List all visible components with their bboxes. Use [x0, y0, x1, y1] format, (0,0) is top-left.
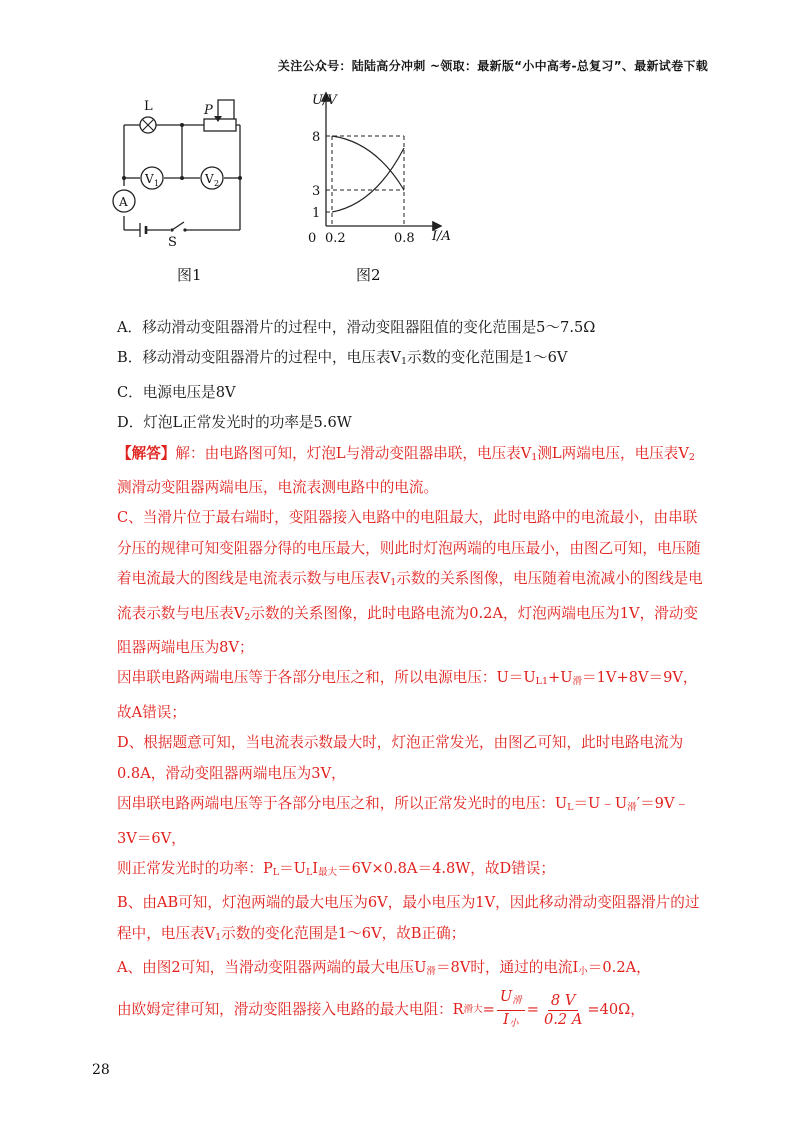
x-tick-0.2: 0.2	[325, 231, 346, 246]
x-tick-0: 0	[308, 231, 317, 246]
fraction-u-over-i: $\frac{U_滑}{I_小}$	[497, 988, 525, 1033]
label-lamp: L	[144, 99, 153, 114]
answer-paragraph-6: 则正常发光时的功率：$P_L=U_LI_{最大}=6V\times 0.8A=4.8W$，故D错误；	[117, 859, 555, 878]
answer-paragraph-7: B、由AB可知，灯泡两端的最大电压为6V，最小电压为1V，因此移动滑动变阻器滑片的过程中，电压表$V_1$示数的变化范围是1～6V，故B正确；	[117, 894, 700, 943]
answer-paragraph-2: C、当滑片位于最右端时，变阻器接入电路中的电阻最大，此时电路中的电流最小，由串联分压的规律可知变阻器分得的电压最大，则此时灯泡两端的电压最小，由图乙可知，电压随着电流最大的图线是电流表示数与电压表$V_1$示数的关系图像，电压随着电流减小的图线是电流表示数与电压表$V_2$示数的关系图像，此时电路电流为0.2A，灯泡两端电压为1V，滑动变阻器两端电压为8V；	[117, 509, 703, 657]
option-b: B．移动滑动变阻器滑片的过程中，电压表$V_1$示数的变化范围是1～6V	[117, 349, 568, 368]
answer-paragraph-1: 【解答】解：由电路图可知，灯泡L与滑动变阻器串联，电压表$V_1$测L两端电压，电压表$V_2$测滑动变阻器两端电压，电流表测电路中的电流。	[117, 444, 695, 497]
page-header: 关注公众号：陆陆高分冲刺 ~领取：最新版“小中高考-总复习”、最新试卷下载	[277, 59, 708, 73]
figure-1-circuit	[100, 92, 260, 252]
fraction-8v-over-02a: $\frac{8 V}{0.2 A}$	[543, 991, 583, 1028]
question-content	[117, 313, 707, 1033]
y-tick-3: 3	[312, 184, 321, 199]
label-ammeter: A	[119, 195, 128, 209]
figure-2-caption: 图2	[356, 266, 381, 284]
option-a: A．移动滑动变阻器滑片的过程中，滑动变阻器阻值的变化范围是5～7.5Ω	[117, 319, 596, 336]
label-switch: S	[168, 235, 177, 250]
answer-paragraph-4: D、根据题意可知，当电流表示数最大时，灯泡正常发光，由图乙可知，此时电路电流为0.8A，滑动变阻器两端电压为3V，	[117, 734, 684, 782]
y-axis-label: U/V	[312, 93, 337, 108]
option-c: C．电源电压是8V	[117, 383, 236, 401]
answer-paragraph-8: A、由图2可知，当滑动变阻器两端的最大电压$U_滑=8V$时，通过的电流$I_小=0.2A$，	[117, 959, 651, 978]
answer-paragraph-9: 由欧姆定律可知，滑动变阻器接入电路的最大电阻：R 滑大 = $\frac{U_滑}{I_小}$ = $\frac{8 V}{0.2 A}$ =40Ω，	[117, 988, 707, 1033]
figure-2-graph	[290, 88, 470, 248]
x-axis-label: I/A	[432, 229, 451, 244]
page-number: 28	[92, 1062, 110, 1078]
series-v2-curve	[332, 136, 404, 190]
answer-tag: 【解答】	[117, 444, 176, 462]
answer-paragraph-3: 因串联电路两端电压等于各部分电压之和，所以电源电压：$U=U_{L1}+U_滑=1V+8V=9V$，故A错误；	[117, 669, 698, 721]
figure-1-caption: 图1	[177, 266, 202, 284]
x-tick-0.8: 0.8	[394, 231, 415, 246]
y-tick-1: 1	[312, 206, 321, 221]
label-slider: P	[204, 103, 213, 118]
series-v1-curve	[332, 148, 404, 212]
label-v2-sub: 2	[214, 179, 220, 188]
label-v1: V	[145, 172, 154, 186]
label-v1-sub: 1	[154, 179, 160, 188]
rheostat-symbol	[204, 119, 236, 131]
answer-paragraph-5: 因串联电路两端电压等于各部分电压之和，所以正常发光时的电压：$U_L=U﹣U_滑'=9V﹣3V=6V$，	[117, 795, 690, 847]
label-v2: V	[205, 172, 214, 186]
y-tick-8: 8	[312, 130, 321, 145]
option-d: D．灯泡L正常发光时的功率是5.6W	[117, 414, 352, 432]
